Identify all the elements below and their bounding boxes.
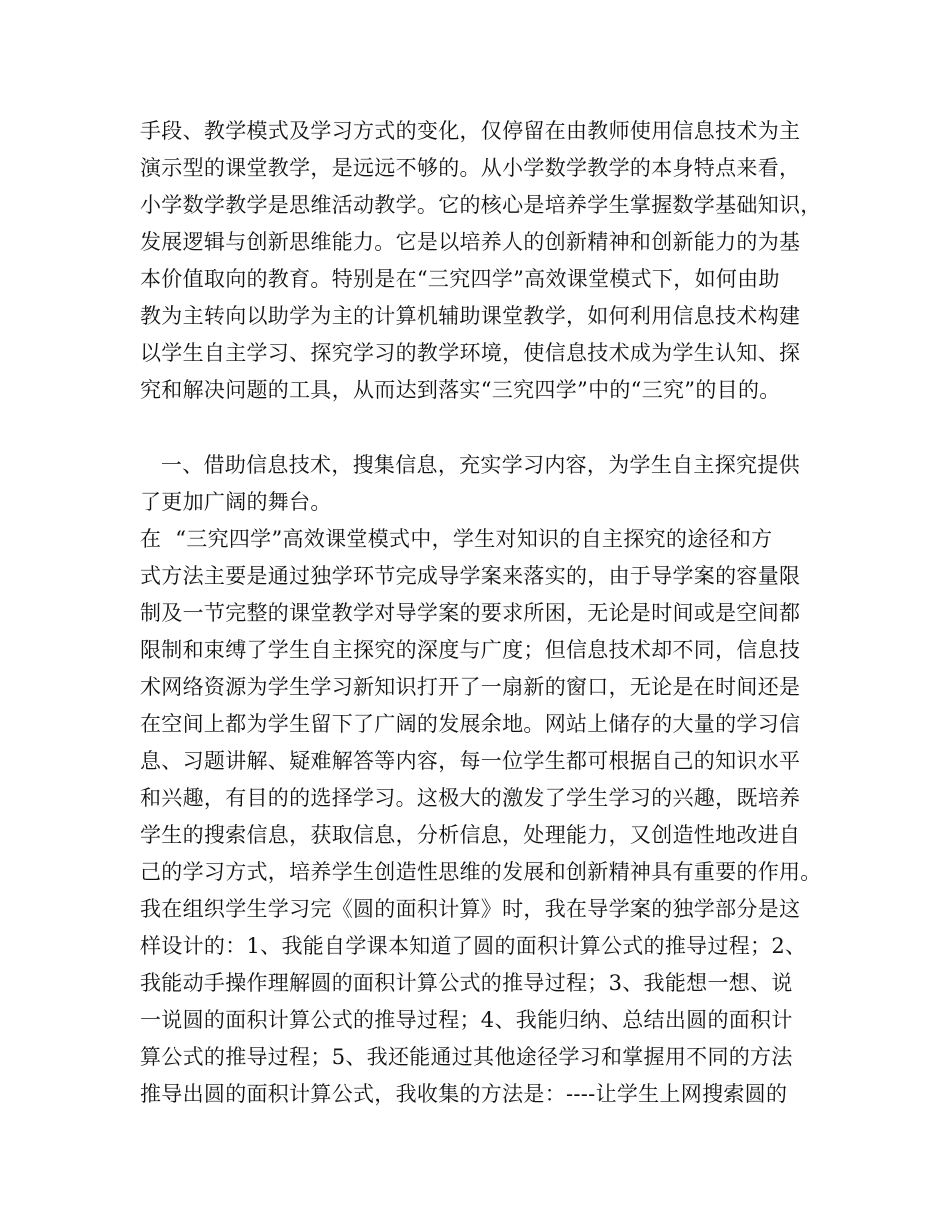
text-line: 算公式的推导过程；5、我还能通过其他途径学习和掌握用不同的方法: [140, 1045, 793, 1069]
text-line: 制及一节完整的课堂教学对导学案的要求所困，无论是时间或是空间都: [140, 601, 801, 625]
section-one: [140, 447, 820, 1113]
heading-line: 一、借助信息技术，搜集信息，充实学习内容，为学生自主探究提供: [140, 453, 800, 477]
text-line: 己的学习方式，培养学生创造性思维的发展和创新精神具有重要的作用。: [140, 860, 822, 884]
text-line: 推导出圆的面积计算公式，我收集的方法是：----让学生上网搜索圆的: [140, 1082, 788, 1106]
section-body-paragraph: [140, 521, 820, 1113]
heading-line: 了更加广阔的舞台。: [140, 490, 332, 514]
text-line: 一说圆的面积计算公式的推导过程；4、我能归纳、总结出圆的面积计: [140, 1008, 793, 1032]
text-line: 小学数学教学是思维活动教学。它的核心是培养学生掌握数学基础知识，: [140, 193, 822, 217]
text-line: 我在组织学生学习完《圆的面积计算》时，我在导学案的独学部分是这: [140, 897, 801, 921]
text-line: 我能动手操作理解圆的面积计算公式的推导过程；3、我能想一想、说: [140, 971, 793, 995]
text-line: 本价值取向的教育。特别是在“三究四学”高效课堂模式下，如何由助: [140, 267, 780, 291]
text-line: 在 “三究四学”高效课堂模式中，学生对知识的自主探究的途径和方: [140, 527, 773, 551]
intro-paragraph: [140, 113, 820, 409]
text-line: 学生的搜索信息，获取信息，分析信息，处理能力，又创造性地改进自: [140, 823, 801, 847]
section-heading: [140, 447, 820, 521]
text-line: 究和解决问题的工具，从而达到落实“三究四学”中的“三究”的目的。: [140, 378, 781, 402]
text-line: 术网络资源为学生学习新知识打开了一扇新的窗口，无论是在时间还是: [140, 675, 801, 699]
text-line: 演示型的课堂教学，是远远不够的。从小学数学教学的本身特点来看，: [140, 156, 801, 180]
text-line: 式方法主要是通过独学环节完成导学案来落实的，由于导学案的容量限: [140, 564, 801, 588]
text-line: 手段、教学模式及学习方式的变化，仅停留在由教师使用信息技术为主: [140, 119, 801, 143]
text-line: 样设计的：1、我能自学课本知道了圆的面积计算公式的推导过程；2、: [140, 934, 807, 958]
text-line: 和兴趣，有目的的选择学习。这极大的激发了学生学习的兴趣，既培养: [140, 786, 801, 810]
text-line: 息、习题讲解、疑难解答等内容，每一位学生都可根据自己的知识水平: [140, 749, 801, 773]
text-line: 在空间上都为学生留下了广阔的发展余地。网站上储存的大量的学习信: [140, 712, 801, 736]
text-line: 教为主转向以助学为主的计算机辅助课堂教学，如何利用信息技术构建: [140, 304, 801, 328]
text-line: 以学生自主学习、探究学习的教学环境，使信息技术成为学生认知、探: [140, 341, 801, 365]
text-line: 发展逻辑与创新思维能力。它是以培养人的创新精神和创新能力的为基: [140, 230, 801, 254]
text-line: 限制和束缚了学生自主探究的深度与广度；但信息技术却不同，信息技: [140, 638, 801, 662]
